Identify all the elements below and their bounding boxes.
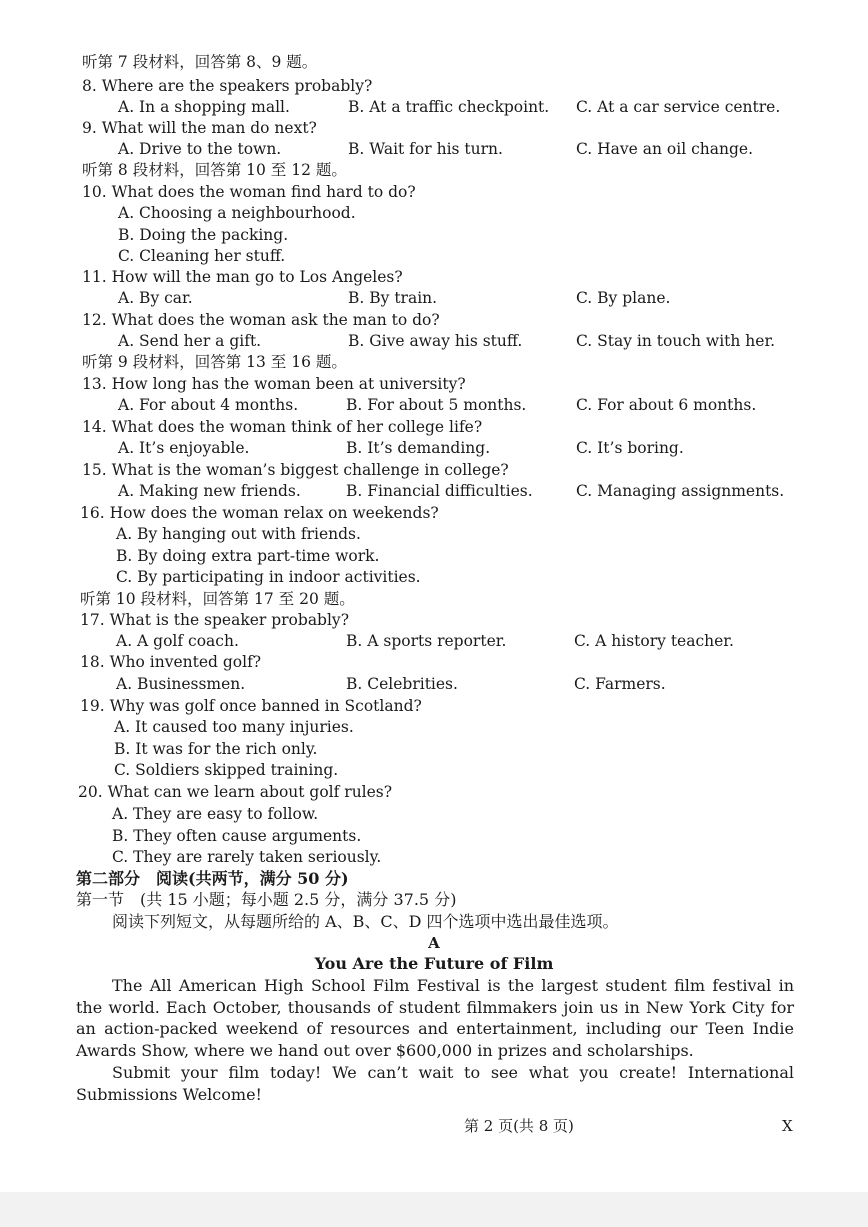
q19-option-a: A. It caused too many injuries. (114, 718, 354, 736)
version-mark: X (782, 1117, 793, 1135)
passage-title: You Are the Future of Film (314, 954, 554, 973)
question-20: 20. What can we learn about golf rules? (78, 783, 393, 801)
q11-option-a: A. By car. (118, 289, 193, 307)
q13-option-a: A. For about 4 months. (118, 396, 299, 414)
bottom-strip (0, 1192, 868, 1227)
q19-option-b: B. It was for the rich only. (114, 740, 318, 758)
q18-option-a: A. Businessmen. (116, 675, 246, 693)
q12-option-b: B. Give away his stuff. (348, 332, 523, 350)
part2-section1: 第一节 (共 15 小题；每小题 2.5 分，满分 37.5 分) (76, 890, 457, 909)
question-11: 11. How will the man go to Los Angeles? (82, 268, 403, 286)
q10-option-a: A. Choosing a neighbourhood. (118, 204, 356, 222)
question-15: 15. What is the woman’s biggest challenge in college? (82, 461, 509, 479)
q17-option-b: B. A sports reporter. (346, 632, 507, 650)
q13-option-c: C. For about 6 months. (576, 396, 757, 414)
q17-option-a: A. A golf coach. (116, 632, 239, 650)
question-8: 8. Where are the speakers probably? (82, 77, 373, 95)
passage-paragraph-2: Submit your film today! We can’t wait to see what you create! International Submissions Welcome! (76, 1063, 794, 1104)
section-instruction-8: 听第 8 段材料，回答第 10 至 12 题。 (82, 161, 347, 179)
section-instruction-7: 听第 7 段材料，回答第 8、9 题。 (82, 53, 318, 71)
q15-option-b: B. Financial difficulties. (346, 482, 533, 500)
question-14: 14. What does the woman think of her college life? (82, 418, 483, 436)
q15-option-c: C. Managing assignments. (576, 482, 785, 500)
q14-option-b: B. It’s demanding. (346, 439, 491, 457)
q9-option-a: A. Drive to the town. (118, 140, 282, 158)
question-9: 9. What will the man do next? (82, 119, 317, 137)
q18-option-b: B. Celebrities. (346, 675, 458, 693)
q15-option-a: A. Making new friends. (118, 482, 301, 500)
q13-option-b: B. For about 5 months. (346, 396, 527, 414)
q12-option-c: C. Stay in touch with her. (576, 332, 776, 350)
section-instruction-10: 听第 10 段材料，回答第 17 至 20 题。 (80, 590, 355, 608)
q11-option-b: B. By train. (348, 289, 438, 307)
q14-option-c: C. It’s boring. (576, 439, 684, 457)
question-12: 12. What does the woman ask the man to do? (82, 311, 440, 329)
question-13: 13. How long has the woman been at university? (82, 375, 466, 393)
part2-heading: 第二部分 阅读(共两节，满分 50 分) (76, 869, 349, 888)
q16-option-a: A. By hanging out with friends. (116, 525, 361, 543)
q20-option-c: C. They are rarely taken seriously. (112, 848, 382, 866)
q9-option-b: B. Wait for his turn. (348, 140, 503, 158)
part2-instruction: 阅读下列短文，从每题所给的 A、B、C、D 四个选项中选出最佳选项。 (112, 912, 619, 931)
question-18: 18. Who invented golf? (80, 653, 262, 671)
q11-option-c: C. By plane. (576, 289, 671, 307)
q8-option-c: C. At a car service centre. (576, 98, 781, 116)
q8-option-a: A. In a shopping mall. (118, 98, 290, 116)
q10-option-c: C. Cleaning her stuff. (118, 247, 286, 265)
q20-option-b: B. They often cause arguments. (112, 827, 362, 845)
q12-option-a: A. Send her a gift. (118, 332, 262, 350)
q16-option-b: B. By doing extra part-time work. (116, 547, 380, 565)
q8-option-b: B. At a traffic checkpoint. (348, 98, 550, 116)
q19-option-c: C. Soldiers skipped training. (114, 761, 339, 779)
q20-option-a: A. They are easy to follow. (112, 805, 319, 823)
question-10: 10. What does the woman find hard to do? (82, 183, 416, 201)
q17-option-c: C. A history teacher. (574, 632, 734, 650)
passage-letter: A (428, 934, 440, 952)
q9-option-c: C. Have an oil change. (576, 140, 754, 158)
question-16: 16. How does the woman relax on weekends? (80, 504, 439, 522)
passage-paragraph-1: The All American High School Film Festival is the largest student film festival in the world. Each October, thousands of student filmmakers join us in New York City for an action-packed weekend of resources and entertainment, including our Teen Indie Awards Show, where we hand out over $600,000 in prizes and scholarships. (76, 976, 794, 1060)
page-number: 第 2 页(共 8 页) (464, 1117, 574, 1135)
question-19: 19. Why was golf once banned in Scotland? (80, 697, 422, 715)
q16-option-c: C. By participating in indoor activities. (116, 568, 421, 586)
q10-option-b: B. Doing the packing. (118, 226, 289, 244)
section-instruction-9: 听第 9 段材料，回答第 13 至 16 题。 (82, 353, 347, 371)
question-17: 17. What is the speaker probably? (80, 611, 350, 629)
q14-option-a: A. It’s enjoyable. (118, 439, 250, 457)
q18-option-c: C. Farmers. (574, 675, 666, 693)
